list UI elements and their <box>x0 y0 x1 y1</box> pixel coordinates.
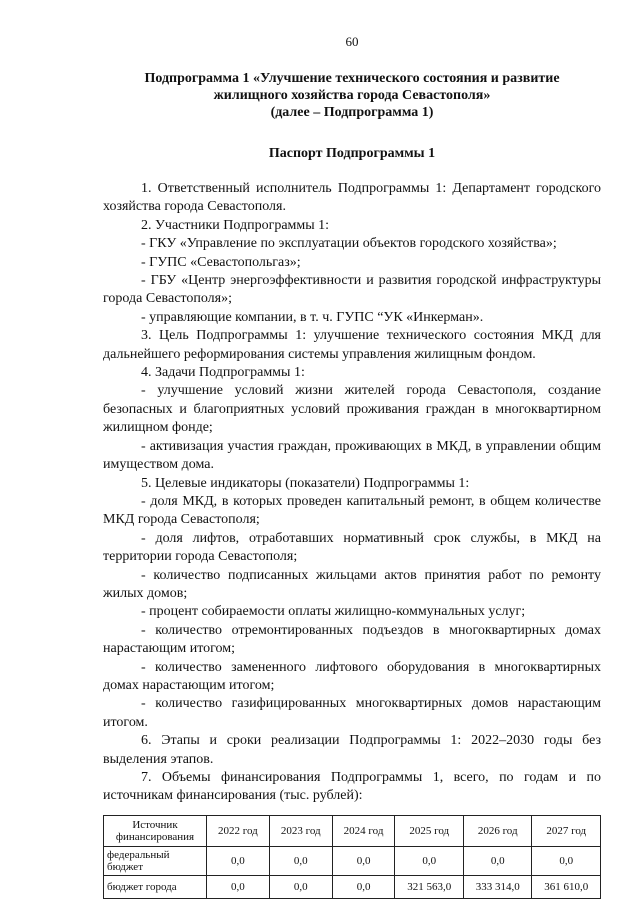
paragraph: - доля лифтов, отработавших нормативный срок службы, в МКД на территории города Севастополя; <box>103 530 601 565</box>
paragraph: 4. Задачи Подпрограммы 1: <box>141 365 305 381</box>
passport-heading: Паспорт Подпрограммы 1 <box>268 146 436 161</box>
table-header-cell: 2026 год <box>463 815 531 846</box>
paragraph: - управляющие компании, в т. ч. ГУПС “УК «Инкерман». <box>141 309 484 325</box>
paragraph: - процент собираемости оплаты жилищно-коммунальных услуг; <box>141 604 526 620</box>
paragraph: - ГКУ «Управление по эксплуатации объектов городского хозяйства»; <box>141 236 557 252</box>
table-cell: 321 563,0 <box>395 875 463 898</box>
table-header-cell: 2027 год <box>532 815 601 846</box>
paragraph: 5. Целевые индикаторы (показатели) Подпрограммы 1: <box>141 475 470 491</box>
paragraph: - ГУПС «Севастопольгаз»; <box>141 254 301 270</box>
paragraph: 1. Ответственный исполнитель Подпрограммы 1: Департамент городского хозяйства города Севастополя. <box>103 181 601 215</box>
paragraph: - количество подписанных жильцами актов принятия работ по ремонту жилых домов; <box>103 567 601 601</box>
paragraph: 2. Участники Подпрограммы 1: <box>141 217 330 233</box>
paragraph: - ГБУ «Центр энергоэффективности и развития городской инфраструктуры города Севастополя»; <box>103 273 601 307</box>
paragraph: - доля МКД, в которых проведен капитальный ремонт, в общем количестве МКД города Севастополя; <box>103 493 601 528</box>
subprogram-title <box>103 70 601 121</box>
table-cell: 333 314,0 <box>463 875 531 898</box>
passport-body <box>103 180 601 806</box>
title-line-3: (далее – Подпрограмма 1) <box>270 105 434 120</box>
table-header-cell: Источник финансирования <box>104 815 207 846</box>
paragraph: - улучшение условий жизни жителей города Севастополя, создание безопасных и благоприятных условий проживания граждан в многоквартирном жилищном фонде; <box>103 383 601 436</box>
table-cell: 0,0 <box>207 846 270 875</box>
paragraph: - активизация участия граждан, проживающих в МКД, в управлении общим имуществом дома. <box>103 438 601 473</box>
table-cell: бюджет города <box>104 875 207 898</box>
table-header-cell: 2025 год <box>395 815 463 846</box>
table-cell: 0,0 <box>395 846 463 875</box>
table-cell: 0,0 <box>532 846 601 875</box>
paragraph: 6. Этапы и сроки реализации Подпрограммы 1: 2022–2030 годы без выделения этапов. <box>103 733 601 767</box>
table-cell: федеральный бюджет <box>104 846 207 875</box>
table-cell: 361 610,0 <box>532 875 601 898</box>
paragraph: 7. Объемы финансирования Подпрограммы 1, всего, по годам и по источникам финансирования (тыс. рублей): <box>103 770 601 804</box>
table-cell: 0,0 <box>207 875 270 898</box>
paragraph: 3. Цель Подпрограммы 1: улучшение технического состояния МКД для дальнейшего реформирования системы управления жилищным фондом. <box>103 328 601 362</box>
paragraph: - количество газифицированных многоквартирных домов нарастающим итогом. <box>103 696 601 730</box>
table-row <box>104 875 601 898</box>
table-cell: 0,0 <box>332 846 395 875</box>
table-cell: 0,0 <box>332 875 395 898</box>
table-cell: 0,0 <box>463 846 531 875</box>
table-cell: 0,0 <box>269 846 332 875</box>
paragraph: - количество отремонтированных подъездов в многоквартирных домах нарастающим итогом; <box>103 622 601 657</box>
table-header-row <box>104 815 601 846</box>
title-line-1: Подпрограмма 1 «Улучшение технического состояния и развитие <box>144 71 560 86</box>
table-row <box>104 846 601 875</box>
table-header-cell: 2024 год <box>332 815 395 846</box>
table-cell: 0,0 <box>269 875 332 898</box>
financing-table <box>103 815 601 899</box>
table-header-cell: 2023 год <box>269 815 332 846</box>
title-line-2: жилищного хозяйства города Севастополя» <box>213 88 491 103</box>
paragraph: - количество замененного лифтового оборудования в многоквартирных домах нарастающим итогом; <box>103 659 601 693</box>
table-header-cell: 2022 год <box>207 815 270 846</box>
page-number: 60 <box>345 34 359 49</box>
